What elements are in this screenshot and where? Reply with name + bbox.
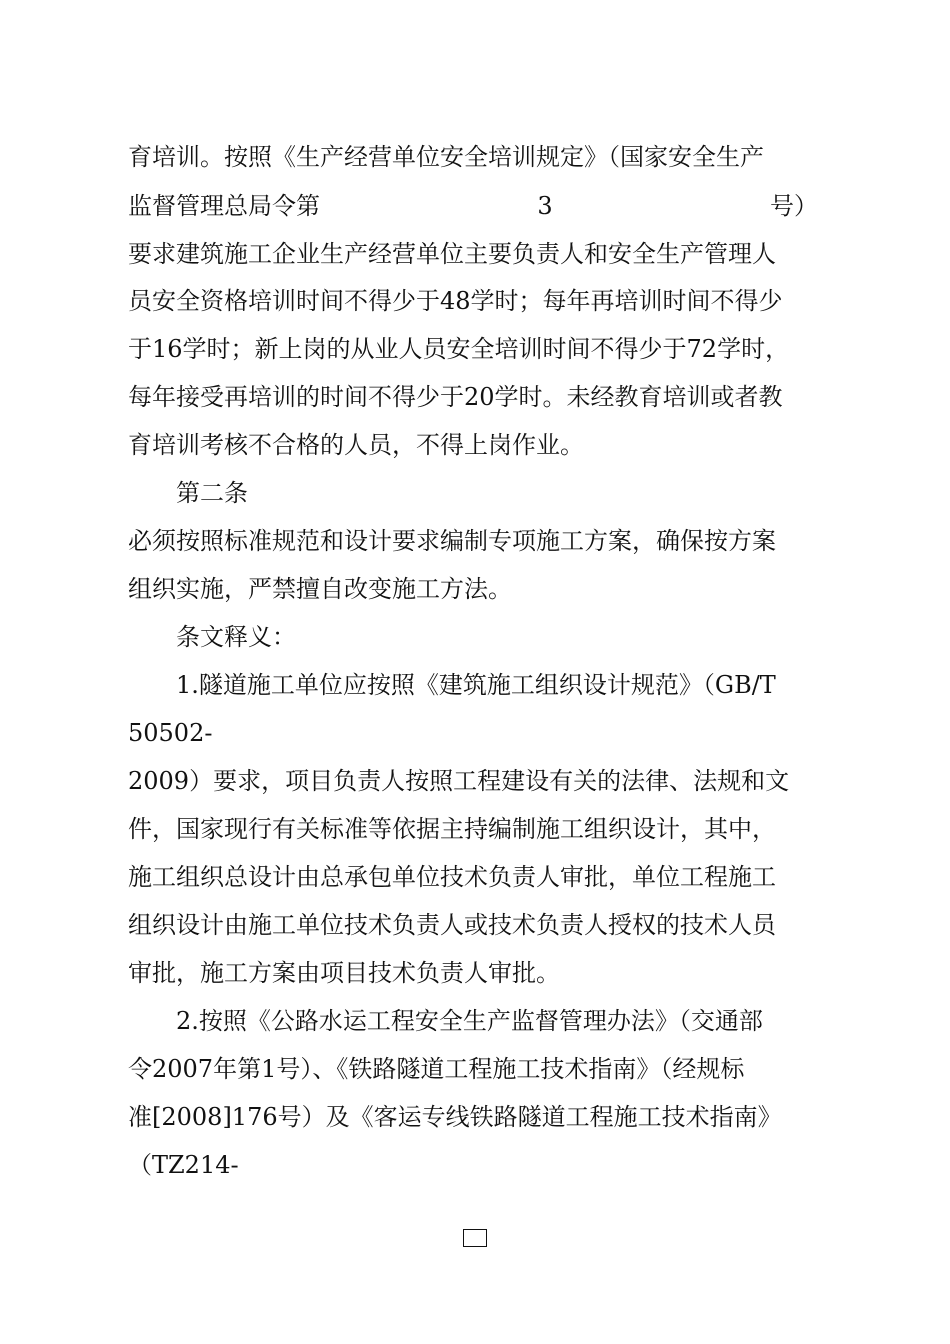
text-line: 2.按照《公路水运工程安全生产监督管理办法》（交通部 bbox=[176, 1007, 763, 1035]
text-line: 施工组织总设计由总承包单位技术负责人审批，单位工程施工 bbox=[128, 863, 776, 891]
text-line: 于16学时；新上岗的从业人员安全培训时间不得少于72学时， bbox=[128, 335, 790, 363]
text-line: 令2007年第1号）、《铁路隧道工程施工技术指南》（经规标 bbox=[128, 1055, 745, 1083]
text-line: 员安全资格培训时间不得少于48学时；每年再培训时间不得少 bbox=[128, 287, 783, 315]
section-heading: 条文释义： bbox=[176, 623, 296, 651]
text-line: 件，国家现行有关标准等依据主持编制施工组织设计，其中， bbox=[128, 815, 776, 843]
text-line: 2009）要求，项目负责人按照工程建设有关的法律、法规和文 bbox=[128, 767, 790, 795]
article-heading: 第二条 bbox=[176, 479, 248, 507]
text-line: （TZ214- bbox=[128, 1151, 239, 1179]
text-line: 50502- bbox=[128, 719, 213, 747]
text-line: 组织设计由施工单位技术负责人或技术负责人授权的技术人员 bbox=[128, 911, 776, 939]
text-line: 要求建筑施工企业生产经营单位主要负责人和安全生产管理人 bbox=[128, 240, 776, 268]
text-line: 组织实施，严禁擅自改变施工方法。 bbox=[128, 575, 512, 603]
text-line-justified bbox=[128, 186, 818, 226]
text-line: 育培训。按照《生产经营单位安全培训规定》（国家安全生产 bbox=[128, 143, 764, 171]
text-segment: 监督管理总局令第 bbox=[128, 192, 320, 220]
text-segment: 号） bbox=[770, 192, 818, 220]
text-segment: 3 bbox=[537, 192, 553, 220]
text-line: 审批，施工方案由项目技术负责人审批。 bbox=[128, 959, 560, 987]
page-number-box bbox=[463, 1229, 487, 1247]
text-line: 准[2008]176号）及《客运专线铁路隧道工程施工技术指南》 bbox=[128, 1103, 782, 1131]
text-line: 必须按照标准规范和设计要求编制专项施工方案，确保按方案 bbox=[128, 527, 776, 555]
text-line: 育培训考核不合格的人员，不得上岗作业。 bbox=[128, 431, 584, 459]
text-line: 每年接受再培训的时间不得少于20学时。未经教育培训或者教 bbox=[128, 383, 783, 411]
text-line: 1.隧道施工单位应按照《建筑施工组织设计规范》（GB/T bbox=[176, 671, 776, 699]
